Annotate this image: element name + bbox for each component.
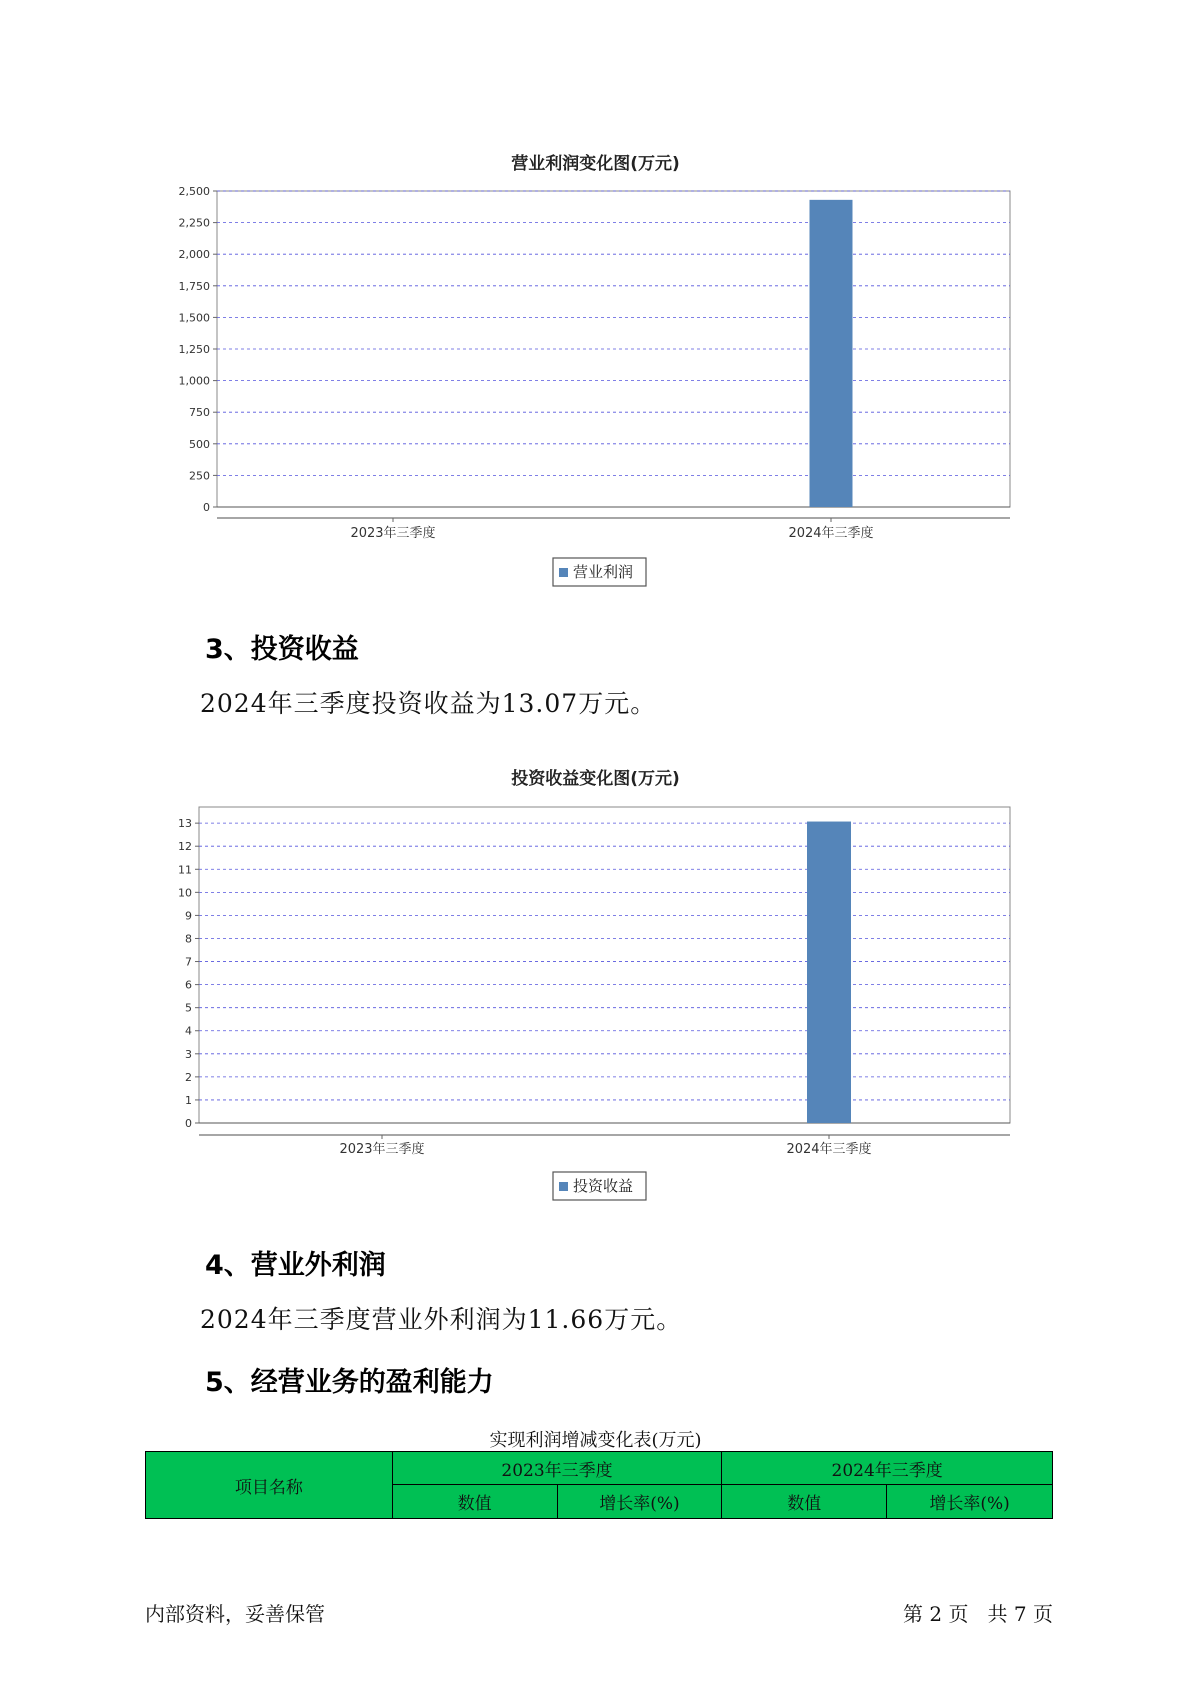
operating-profit-chart bbox=[0, 150, 1191, 590]
x-tick-label: 2024年三季度 bbox=[788, 526, 874, 541]
y-tick-label: 8 bbox=[185, 932, 192, 946]
chart-title: 投资收益变化图(万元) bbox=[511, 769, 680, 789]
header-rate-2024: 增长率(%) bbox=[887, 1485, 1053, 1519]
non-operating-profit-text: 2024年三季度营业外利润为11.66万元。 bbox=[200, 1305, 683, 1334]
footer-confidential: 内部资料，妥善保管 bbox=[145, 1602, 325, 1626]
y-tick-label: 1,000 bbox=[178, 374, 210, 388]
header-period-2023: 2023年三季度 bbox=[392, 1452, 722, 1485]
y-tick-label: 1 bbox=[185, 1093, 192, 1107]
y-tick-label: 2,000 bbox=[178, 248, 210, 262]
section-heading-investment-income: 3、投资收益 bbox=[205, 634, 359, 665]
y-tick-label: 1,750 bbox=[178, 279, 210, 293]
y-tick-label: 9 bbox=[185, 909, 192, 923]
y-tick-label: 10 bbox=[178, 886, 192, 900]
header-value-2024: 数值 bbox=[722, 1485, 887, 1519]
header-period-2024: 2024年三季度 bbox=[722, 1452, 1053, 1485]
x-tick-label: 2024年三季度 bbox=[786, 1142, 872, 1157]
y-tick-label: 500 bbox=[189, 437, 210, 451]
section-heading-profitability: 5、经营业务的盈利能力 bbox=[205, 1367, 494, 1398]
footer-page-number: 第 2 页 共 7 页 bbox=[903, 1602, 1053, 1626]
plot-area bbox=[199, 807, 1010, 1123]
y-tick-label: 2 bbox=[185, 1070, 192, 1084]
y-tick-label: 11 bbox=[178, 863, 192, 877]
x-tick-label: 2023年三季度 bbox=[339, 1142, 425, 1157]
header-rate-2023: 增长率(%) bbox=[557, 1485, 722, 1519]
section-heading-non-operating-profit: 4、营业外利润 bbox=[205, 1250, 386, 1281]
y-tick-label: 2,500 bbox=[178, 185, 210, 198]
y-tick-label: 250 bbox=[189, 469, 210, 483]
y-tick-label: 0 bbox=[185, 1117, 192, 1130]
header-value-2023: 数值 bbox=[392, 1485, 557, 1519]
legend-label: 营业利润 bbox=[573, 563, 634, 581]
y-tick-label: 12 bbox=[178, 840, 192, 854]
legend-swatch bbox=[559, 568, 568, 577]
y-tick-label: 13 bbox=[178, 817, 192, 831]
y-tick-label: 0 bbox=[203, 501, 210, 514]
y-tick-label: 5 bbox=[185, 1001, 192, 1015]
y-tick-label: 3 bbox=[185, 1047, 192, 1061]
investment-income-chart bbox=[0, 770, 1191, 1210]
y-tick-label: 6 bbox=[185, 978, 192, 992]
investment-income-text: 2024年三季度投资收益为13.07万元。 bbox=[200, 689, 657, 718]
y-tick-label: 7 bbox=[185, 955, 192, 969]
legend-swatch bbox=[559, 1182, 568, 1191]
y-tick-label: 1,500 bbox=[178, 311, 210, 325]
x-tick-label: 2023年三季度 bbox=[350, 526, 436, 541]
y-tick-label: 750 bbox=[189, 406, 210, 420]
y-tick-label: 4 bbox=[185, 1024, 192, 1038]
y-tick-label: 1,250 bbox=[178, 343, 210, 356]
chart-title: 营业利润变化图(万元) bbox=[511, 154, 680, 174]
table-caption: 实现利润增减变化表(万元) bbox=[489, 1430, 702, 1451]
bar bbox=[807, 822, 851, 1123]
legend-label: 投资收益 bbox=[573, 1177, 634, 1195]
bar bbox=[810, 200, 853, 507]
header-item-name: 项目名称 bbox=[146, 1452, 393, 1519]
profit-change-table bbox=[145, 1451, 1053, 1519]
y-tick-label: 2,250 bbox=[178, 216, 210, 230]
